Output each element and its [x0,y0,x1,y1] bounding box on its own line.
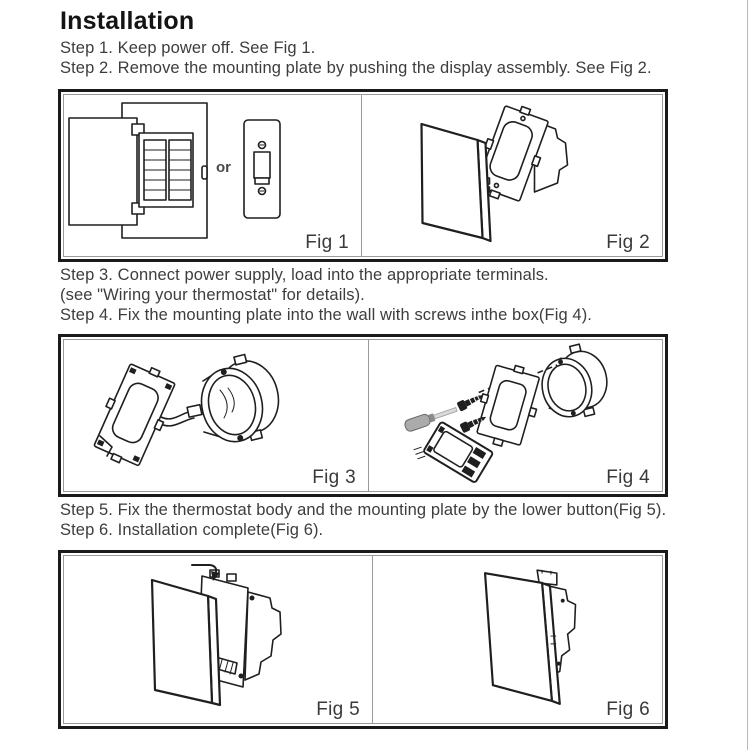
wall-box-icon [536,340,615,422]
page-title: Installation [60,7,195,35]
fig3-cell [64,340,368,491]
fig1-label: Fig 1 [305,232,349,253]
fig5-drawing [64,556,372,723]
step-1-text: Step 1. Keep power off. See Fig 1. [60,39,316,57]
breaker-panel-icon [69,103,207,238]
step-3-note-text: (see "Wiring your thermostat" for details). [60,286,365,304]
page-right-edge-line [747,0,748,750]
step-6-text: Step 6. Installation complete(Fig 6). [60,521,324,539]
mounting-plate-icon [87,357,182,472]
fig2-label: Fig 2 [606,232,650,253]
figure-panel-2-inner [63,339,663,492]
figure-panel-3 [58,550,668,729]
figure-panel-2 [58,334,668,497]
fig4-cell [369,340,662,491]
display-panel-icon [422,124,491,241]
fig6-label: Fig 6 [606,699,650,720]
fig5-cell [64,556,372,723]
fig6-drawing [373,556,662,723]
fig2-cell [362,95,662,256]
fig1-cell [64,95,361,256]
figure-panel-1-inner [63,94,663,257]
step-5-text: Step 5. Fix the thermostat body and the mounting plate by the lower button(Fig 5). [60,501,667,519]
wires-icon [161,405,202,426]
light-switch-icon [244,120,280,218]
thermostat-body-icon [152,580,220,705]
fig6-cell [373,556,662,723]
assembled-thermostat-icon [485,573,560,704]
mounting-plate-icon [470,359,546,453]
fig4-label: Fig 4 [606,467,650,488]
step-2-text: Step 2. Remove the mounting plate by pushing the display assembly. See Fig 2. [60,59,652,77]
figure-panel-1 [58,89,668,262]
fig3-label: Fig 3 [312,467,356,488]
wall-box-icon [194,349,288,448]
figure-panel-3-inner [63,555,663,724]
step-3-text: Step 3. Connect power supply, load into the appropriate terminals. [60,266,549,284]
step-4-text: Step 4. Fix the mounting plate into the wall with screws inthe box(Fig 4). [60,306,592,324]
fig5-label: Fig 5 [316,699,360,720]
or-label: or [216,159,231,176]
